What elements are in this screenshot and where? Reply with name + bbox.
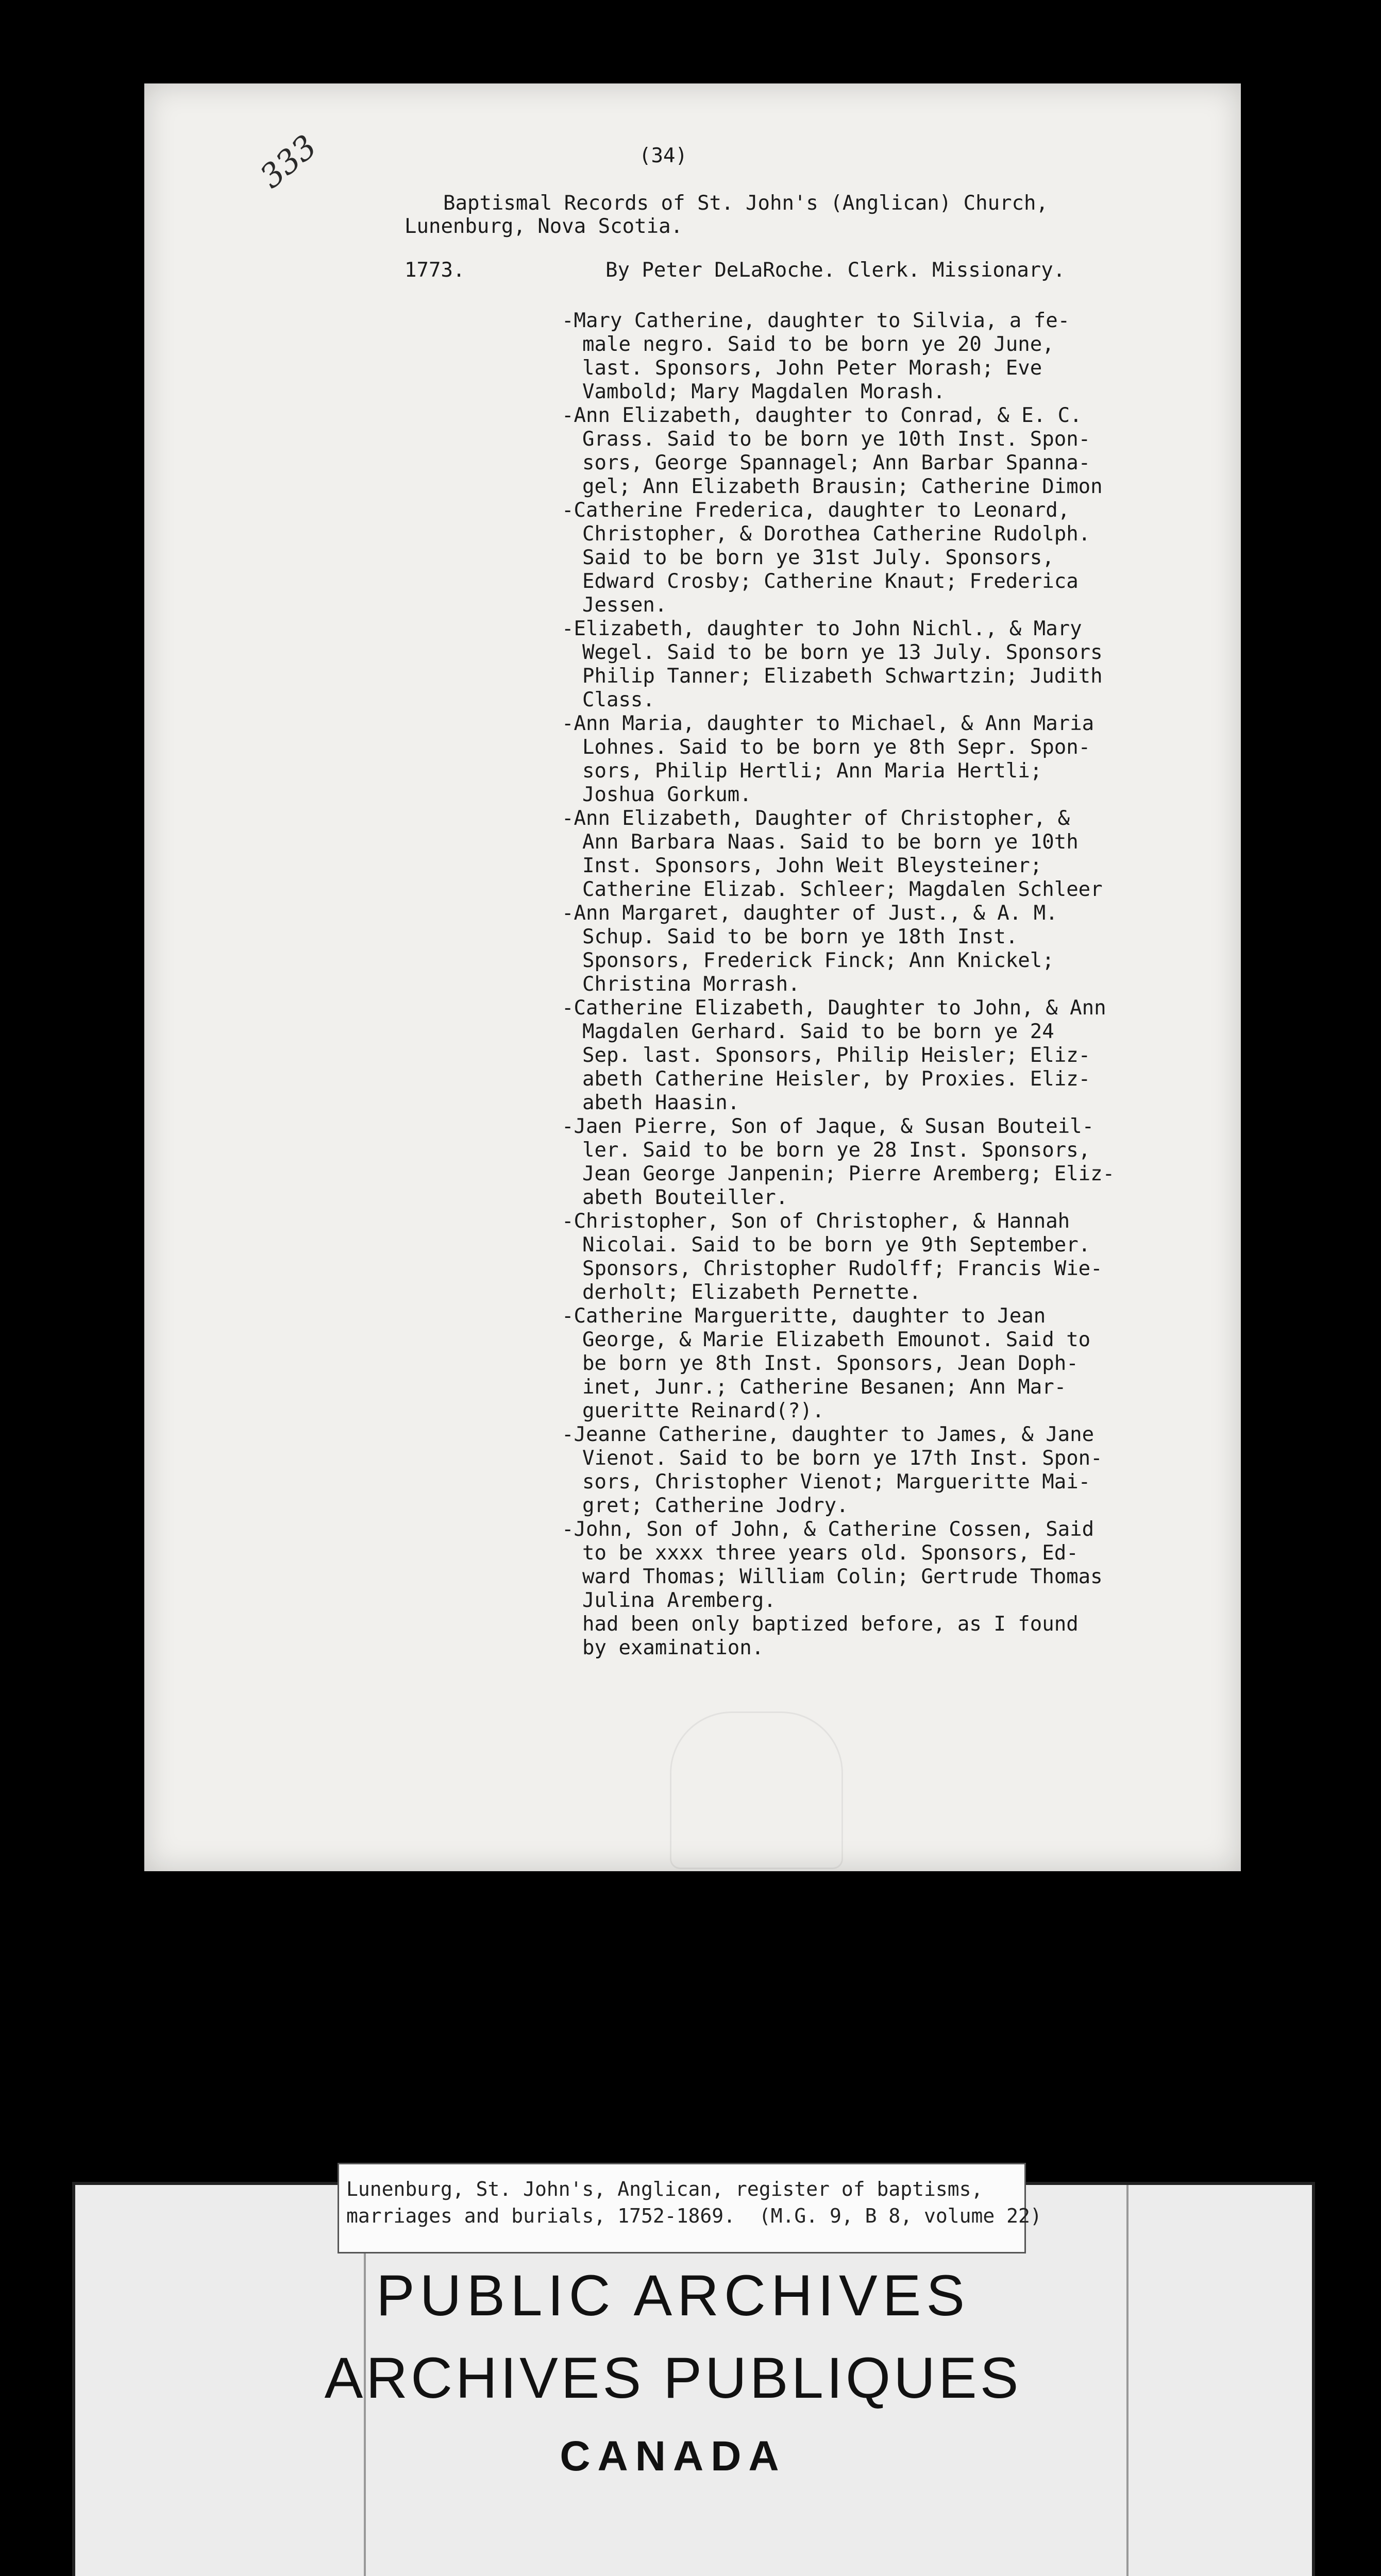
entry-line: -Ann Margaret, daughter of Just., & A. M. bbox=[562, 902, 1058, 925]
entry-line: Said to be born ye 31st July. Sponsors, bbox=[582, 546, 1054, 569]
entry-line: Vienot. Said to be born ye 17th Inst. Spon- bbox=[582, 1447, 1103, 1470]
entry-line: ward Thomas; William Colin; Gertrude Thomas bbox=[582, 1565, 1103, 1588]
entry-line: derholt; Elizabeth Pernette. bbox=[582, 1281, 921, 1304]
entry-line: gueritte Reinard(?). bbox=[582, 1399, 824, 1422]
entry-line: sors, Christopher Vienot; Margueritte Mai- bbox=[582, 1470, 1091, 1494]
stamp-line-1: PUBLIC ARCHIVES bbox=[376, 2263, 970, 2328]
entry-line: Catherine Elizab. Schleer; Magdalen Schleer bbox=[582, 878, 1103, 901]
stamp-line-2: ARCHIVES PUBLIQUES bbox=[324, 2346, 1022, 2410]
entry-line: Philip Tanner; Elizabeth Schwartzin; Judith bbox=[582, 665, 1103, 688]
entry-line: Vambold; Mary Magdalen Morash. bbox=[582, 380, 946, 403]
entry-line: Schup. Said to be born ye 18th Inst. bbox=[582, 925, 1018, 948]
entry-line: Christina Morrash. bbox=[582, 973, 800, 996]
entry-line: be born ye 8th Inst. Sponsors, Jean Doph- bbox=[582, 1352, 1079, 1375]
entry-line: sors, Philip Hertli; Ann Maria Hertli; bbox=[582, 759, 1042, 783]
entry-line: -Ann Elizabeth, daughter to Conrad, & E. C. bbox=[562, 404, 1082, 427]
entry-line: Julina Aremberg. bbox=[582, 1589, 776, 1612]
entry-line: Jean George Janpenin; Pierre Aremberg; Eliz- bbox=[582, 1162, 1115, 1185]
entry-line: to be xxxx three years old. Sponsors, Ed- bbox=[582, 1541, 1079, 1565]
reference-strip bbox=[338, 2163, 1042, 2253]
author-line: By Peter DeLaRoche. Clerk. Missionary. bbox=[605, 259, 1066, 282]
entry-line: male negro. Said to be born ye 20 June, bbox=[582, 333, 1054, 356]
entry-line: -Catherine Margueritte, daughter to Jean bbox=[562, 1304, 1046, 1328]
entry-line: Inst. Sponsors, John Weit Bleysteiner; bbox=[582, 854, 1042, 877]
entry-line: Joshua Gorkum. bbox=[582, 783, 752, 806]
entry-line: Sponsors, Christopher Rudolff; Francis Wie- bbox=[582, 1257, 1103, 1280]
entry-line: Magdalen Gerhard. Said to be born ye 24 bbox=[582, 1020, 1054, 1043]
entry-line: Nicolai. Said to be born ye 9th September. bbox=[582, 1233, 1091, 1257]
entry-line: Class. bbox=[582, 688, 655, 711]
entry-line: had been only baptized before, as I found bbox=[582, 1613, 1079, 1636]
entry-line: Sep. last. Sponsors, Philip Heisler; Eliz- bbox=[582, 1044, 1091, 1067]
heading-line-1: Baptismal Records of St. John's (Anglican) Church, bbox=[443, 192, 1048, 215]
entry-line: -Christopher, Son of Christopher, & Hannah bbox=[562, 1210, 1070, 1233]
entry-line: Lohnes. Said to be born ye 8th Sepr. Spon- bbox=[582, 736, 1091, 759]
entry-line: -Elizabeth, daughter to John Nichl., & Mary bbox=[562, 617, 1082, 640]
reference-text bbox=[346, 2176, 1042, 2229]
entry-line: abeth Bouteiller. bbox=[582, 1186, 788, 1209]
entry-line: Ann Barbara Naas. Said to be born ye 10th bbox=[582, 831, 1079, 854]
entry-line: -Ann Maria, daughter to Michael, & Ann Maria bbox=[562, 712, 1094, 735]
entry-line: gret; Catherine Jodry. bbox=[582, 1494, 849, 1517]
entry-line: last. Sponsors, John Peter Morash; Eve bbox=[582, 357, 1042, 380]
entry-line: gel; Ann Elizabeth Brausin; Catherine Dimon bbox=[582, 475, 1103, 498]
entry-line: -Jaen Pierre, Son of Jaque, & Susan Bouteil- bbox=[562, 1115, 1094, 1138]
entry-line: Sponsors, Frederick Finck; Ann Knickel; bbox=[582, 949, 1054, 972]
entry-line: sors, George Spannagel; Ann Barbar Spanna- bbox=[582, 451, 1091, 474]
handwritten-page-number: 333 bbox=[252, 127, 324, 196]
entry-line: ler. Said to be born ye 28 Inst. Sponsors, bbox=[582, 1139, 1091, 1162]
entry-line: -Mary Catherine, daughter to Silvia, a fe- bbox=[562, 309, 1070, 332]
entry-line: Edward Crosby; Catherine Knaut; Frederica bbox=[582, 570, 1079, 593]
year: 1773. bbox=[405, 259, 465, 282]
watermark-seal bbox=[670, 1711, 843, 1869]
entry-line: Wegel. Said to be born ye 13 July. Sponsors bbox=[582, 641, 1103, 664]
stamp-line-3: CANADA bbox=[560, 2433, 786, 2480]
entry-line: inet, Junr.; Catherine Besanen; Ann Mar- bbox=[582, 1376, 1067, 1399]
entry-line: Christopher, & Dorothea Catherine Rudolph. bbox=[582, 522, 1091, 546]
document-page bbox=[144, 83, 1241, 1871]
page-number: (34) bbox=[639, 144, 687, 167]
reference-line-1: Lunenburg, St. John's, Anglican, register of baptisms, bbox=[346, 2178, 983, 2200]
entry-line: by examination. bbox=[582, 1636, 764, 1659]
entry-line: -Catherine Frederica, daughter to Leonard, bbox=[562, 499, 1070, 522]
entry-line: abeth Catherine Heisler, by Proxies. Eliz- bbox=[582, 1067, 1091, 1091]
entry-line: George, & Marie Elizabeth Emounot. Said to bbox=[582, 1328, 1091, 1351]
entry-line: -Catherine Elizabeth, Daughter to John, & Ann bbox=[562, 996, 1106, 1020]
heading-line-2: Lunenburg, Nova Scotia. bbox=[405, 215, 683, 238]
entry-line: abeth Haasin. bbox=[582, 1091, 740, 1114]
entry-line: -John, Son of John, & Catherine Cossen, Said bbox=[562, 1518, 1094, 1541]
reference-line-2: marriages and burials, 1752-1869. (M.G. 9, B 8, volume 22) bbox=[346, 2205, 1042, 2227]
entry-line: -Jeanne Catherine, daughter to James, & Jane bbox=[562, 1423, 1094, 1446]
entry-line: -Ann Elizabeth, Daughter of Christopher, & bbox=[562, 807, 1070, 830]
entry-line: Jessen. bbox=[582, 594, 667, 617]
entry-line: Grass. Said to be born ye 10th Inst. Spon- bbox=[582, 428, 1091, 451]
